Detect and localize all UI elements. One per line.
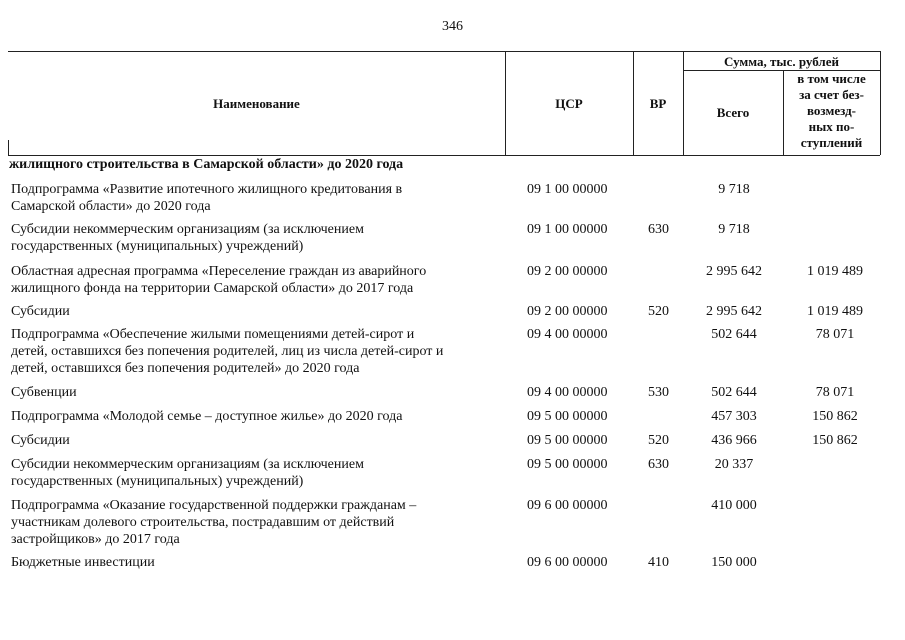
row-grants: 78 071 xyxy=(815,327,855,342)
row-total: 9 718 xyxy=(718,182,750,197)
row-total: 457 303 xyxy=(711,409,757,424)
header-csr: ЦСР xyxy=(555,96,583,111)
row-csr: 09 5 00 00000 xyxy=(527,433,608,448)
row-total: 2 995 642 xyxy=(706,264,762,279)
row-grants: 78 071 xyxy=(815,385,855,400)
row-name-line: Областная адресная программа «Переселение граждан из аварийного xyxy=(11,264,427,279)
header-total: Всего xyxy=(716,105,750,120)
row-name-line: детей, оставшихся без попечения родителей, лиц из числа детей-сирот и xyxy=(11,344,444,359)
row-csr: 09 6 00 00000 xyxy=(527,555,608,570)
row-total: 502 644 xyxy=(711,327,757,342)
row-name-line: Бюджетные инвестиции xyxy=(11,555,155,570)
row-vr: 630 xyxy=(648,222,669,237)
header-grants-line: ных по- xyxy=(808,119,855,134)
header-left-tick xyxy=(8,140,9,155)
row-total: 150 000 xyxy=(711,555,757,570)
row-vr: 520 xyxy=(648,433,669,448)
row-name xyxy=(11,221,491,255)
header-name: Наименование xyxy=(213,96,300,111)
header-right-border xyxy=(880,51,881,155)
row-name-line: участникам долевого строительства, пострадавшим от действий xyxy=(11,515,395,530)
row-csr: 09 4 00 00000 xyxy=(527,327,608,342)
row-vr: 530 xyxy=(648,385,669,400)
row-csr: 09 4 00 00000 xyxy=(527,385,608,400)
row-name-line: Подпрограмма «Обеспечение жилыми помещениями детей-сирот и xyxy=(11,327,415,342)
row-total: 20 337 xyxy=(714,457,754,472)
row-grants: 150 862 xyxy=(812,409,858,424)
row-name-line: Субсидии xyxy=(11,433,70,448)
row-name-line: Самарской области» до 2020 года xyxy=(11,199,211,214)
row-csr: 09 2 00 00000 xyxy=(527,304,608,319)
row-vr: 410 xyxy=(648,555,669,570)
row-grants: 1 019 489 xyxy=(807,304,863,319)
row-name xyxy=(11,384,491,401)
row-name xyxy=(11,408,491,425)
header-top-border xyxy=(8,51,880,52)
row-name xyxy=(11,303,491,320)
row-total: 9 718 xyxy=(718,222,750,237)
row-name xyxy=(11,432,491,449)
row-csr: 09 6 00 00000 xyxy=(527,498,608,513)
row-name-line: Субвенции xyxy=(11,385,77,400)
continued-program-title: жилищного строительства в Самарской области» до 2020 года xyxy=(9,157,404,172)
header-grants xyxy=(783,71,880,151)
row-name-line: детей, оставшихся без попечения родителей» до 2020 года xyxy=(11,361,360,376)
page-number: 346 xyxy=(442,19,463,34)
header-grants-line: в том числе xyxy=(797,71,866,86)
row-name-line: Подпрограмма «Молодой семье – доступное жилье» до 2020 года xyxy=(11,409,403,424)
header-grants-line: за счет без- xyxy=(799,87,864,102)
row-name-line: Подпрограмма «Развитие ипотечного жилищного кредитования в xyxy=(11,182,403,197)
row-vr: 520 xyxy=(648,304,669,319)
row-name-line: Субсидии некоммерческим организациям (за исключением xyxy=(11,457,364,472)
row-csr: 09 1 00 00000 xyxy=(527,222,608,237)
row-name xyxy=(11,326,491,377)
row-total: 2 995 642 xyxy=(706,304,762,319)
row-name xyxy=(11,456,491,490)
row-total: 436 966 xyxy=(711,433,757,448)
row-grants: 150 862 xyxy=(812,433,858,448)
header-grants-line: возмезд- xyxy=(807,103,856,118)
row-name-line: застройщиков» до 2017 года xyxy=(11,532,180,547)
row-vr: 630 xyxy=(648,457,669,472)
row-name-line: Субсидии xyxy=(11,304,70,319)
row-grants: 1 019 489 xyxy=(807,264,863,279)
row-csr: 09 5 00 00000 xyxy=(527,457,608,472)
row-name xyxy=(11,554,491,571)
row-csr: 09 2 00 00000 xyxy=(527,264,608,279)
row-name-line: жилищного фонда на территории Самарской области» до 2017 года xyxy=(11,281,414,296)
header-grants-line: ступлений xyxy=(800,135,863,150)
row-name-line: Субсидии некоммерческим организациям (за исключением xyxy=(11,222,364,237)
row-csr: 09 5 00 00000 xyxy=(527,409,608,424)
row-name-line: Подпрограмма «Оказание государственной поддержки гражданам – xyxy=(11,498,417,513)
row-total: 410 000 xyxy=(711,498,757,513)
header-bottom-border xyxy=(8,155,880,156)
header-sum: Сумма, тыс. рублей xyxy=(724,54,839,69)
row-csr: 09 1 00 00000 xyxy=(527,182,608,197)
row-name-line: государственных (муниципальных) учреждений) xyxy=(11,239,304,254)
row-name-line: государственных (муниципальных) учреждений) xyxy=(11,474,304,489)
row-name xyxy=(11,181,491,215)
row-name xyxy=(11,263,491,297)
row-total: 502 644 xyxy=(711,385,757,400)
header-vr: ВР xyxy=(649,96,667,111)
row-name xyxy=(11,497,491,548)
